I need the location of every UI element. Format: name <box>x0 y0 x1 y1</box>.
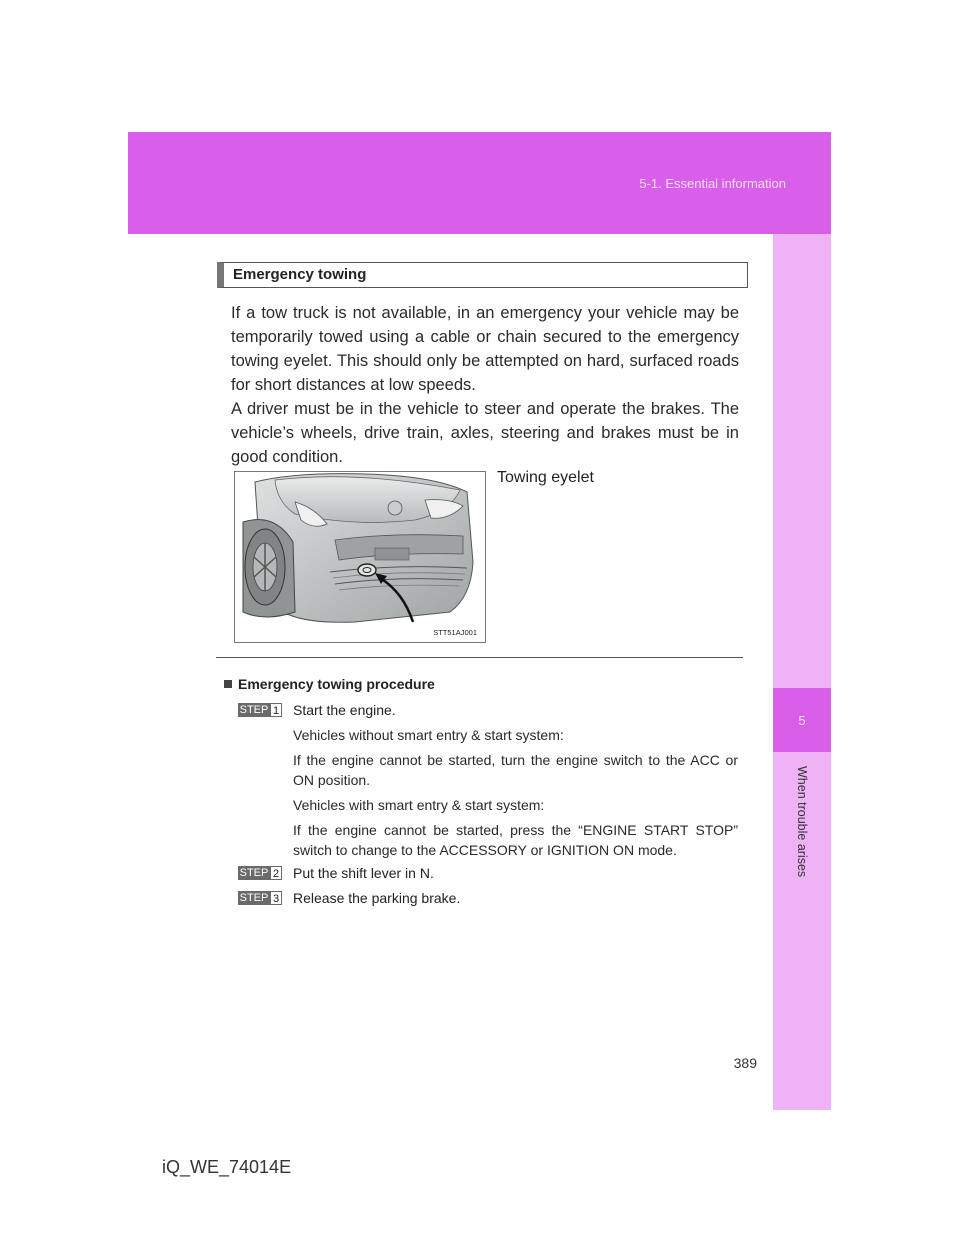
header-band <box>128 132 831 234</box>
step-note: If the engine cannot be started, turn the engine switch to the ACC or ON position. <box>293 752 738 788</box>
body-paragraph: A driver must be in the vehicle to steer and operate the brakes. The vehicle’s wheels, drive train, axles, steering and brakes must be in good condition. <box>231 400 739 466</box>
step-number: 2 <box>270 866 282 880</box>
step-badge <box>238 703 284 717</box>
step-text: Start the engine. <box>293 702 396 718</box>
step-word: STEP <box>239 867 269 879</box>
towing-eyelet-label: Towing eyelet <box>497 469 594 486</box>
towing-eyelet-illustration <box>234 471 486 643</box>
chapter-title <box>773 752 831 892</box>
procedure-title-text: Emergency towing procedure <box>238 676 435 692</box>
step-text: Put the shift lever in N. <box>293 865 434 881</box>
step-note: Vehicles with smart entry & start system: <box>293 797 545 813</box>
step-badge <box>238 866 284 880</box>
body-paragraph: If a tow truck is not available, in an emergency your vehicle may be temporarily towed using a cable or chain secured to the emergency towing eyelet. This should only be attempted on hard, surfaced roads for short distances at low speeds. <box>231 304 739 394</box>
figure-code: STT51AJ001 <box>433 628 477 637</box>
car-front-drawing <box>235 472 485 642</box>
step-number: 1 <box>270 703 282 717</box>
step-word: STEP <box>239 704 269 716</box>
chapter-title-text: When trouble arises <box>795 766 809 878</box>
step-badge <box>238 891 284 905</box>
bullet-square-icon <box>224 680 232 688</box>
section-title-box <box>217 262 748 288</box>
page-number: 389 <box>733 1055 757 1071</box>
chapter-number: 5 <box>773 688 831 752</box>
step-note: If the engine cannot be started, press the “ENGINE START STOP” switch to change to the ACCESSORY or IGNITION ON mode. <box>293 822 738 858</box>
chapter-side-tab <box>773 234 831 1110</box>
step-text: Release the parking brake. <box>293 890 461 906</box>
step-word: STEP <box>239 892 269 904</box>
procedure-title <box>224 676 435 692</box>
section-divider <box>216 657 743 658</box>
section-body <box>231 301 739 469</box>
section-title: Emergency towing <box>233 266 367 283</box>
section-reference: 5-1. Essential information <box>639 176 786 191</box>
step-note: Vehicles without smart entry & start system: <box>293 727 564 743</box>
step-number: 3 <box>270 891 282 905</box>
document-code: iQ_WE_74014E <box>162 1157 292 1177</box>
